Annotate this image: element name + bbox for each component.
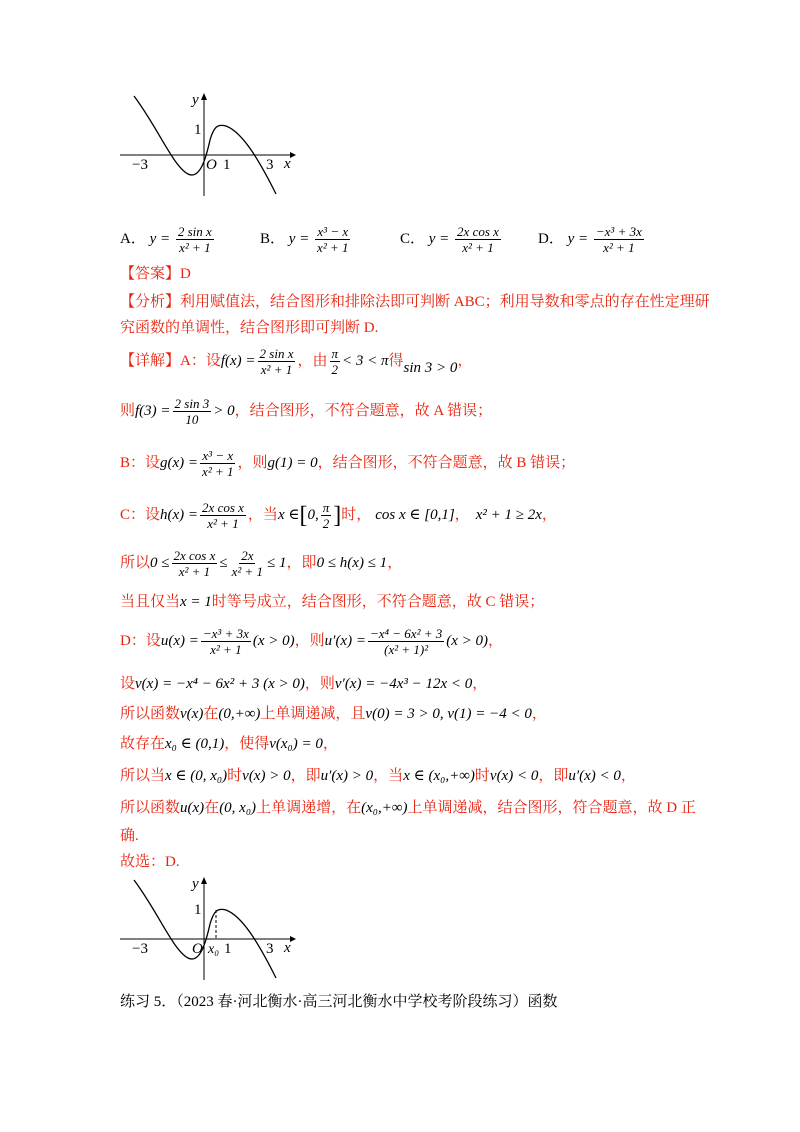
y-axis-arrow — [201, 93, 207, 100]
origin-label: O — [206, 157, 217, 173]
detail-c-line-2: 所以0 ≤ $\frac{\text{2x cos x}}{\text{x² + 1}}$ ≤ $\frac{2x}{\text{x² + 1}}$ ≤ 1，即0 ≤ h(x) ≤ 1， — [120, 548, 403, 579]
x-axis-arrow — [290, 936, 296, 942]
option-b-fraction: $\frac{\text{x³ − x}}{\text{x² + 1}}$ — [317, 224, 349, 255]
tick-y1: 1 — [194, 122, 202, 138]
curve — [134, 880, 276, 978]
final-answer: 故选：D. — [120, 854, 180, 870]
option-c-fraction: $\frac{\text{2x cos x}}{\text{x² + 1}}$ — [457, 224, 499, 255]
x-axis-arrow — [290, 152, 296, 158]
answer: 【答案】D — [120, 266, 191, 282]
tick-1: 1 — [223, 157, 231, 173]
tick-y1: 1 — [194, 902, 202, 918]
detail-d-line-4: 故存在x₀ ∈ (0,1)，使得v(x₀) = 0， — [120, 736, 338, 752]
detail-a-line-2: 则f(3) = $\frac{2 \sin 3}{10}$ > 0，结合图形，不符合题意，故 A 错误； — [120, 396, 493, 427]
detail-c-line-1: C：设h(x) = $\frac{\text{2x cos x}}{\text{x² + 1}}$ ，当x ∈[0, $\frac{\pi}{2}$ ]时， cos x ∈ [0,1]， x² + 1 ≥ 2x， — [120, 500, 557, 531]
detail-d-line-5: 所以当x ∈ (0, x₀)时v(x) > 0，即u′(x) > 0，当x ∈ (x₀,+∞)时v(x) < 0，即u′(x) < 0， — [120, 768, 636, 784]
option-d-fraction: $\frac{\text{−x³ + 3x}}{\text{x² + 1}}$ — [595, 224, 642, 255]
detail-d-line-7: 确. — [120, 828, 139, 844]
option-c[interactable]: C． y = $\frac{\text{2x cos x}}{\text{x² + 1}}$ — [400, 224, 499, 255]
function-graph-2 — [118, 872, 298, 982]
option-d[interactable]: D． y = $\frac{\text{−x³ + 3x}}{\text{x² + 1}}$ — [538, 224, 642, 255]
tick-neg3: −3 — [132, 941, 148, 957]
tick-neg3: −3 — [132, 157, 148, 173]
curve — [134, 96, 276, 194]
detail-a-line-1: 【详解】A：设f(x) = $\frac{\text{2 sin x}}{\text{x² + 1}}$ ，由 $\frac{\pi}{2}$ < 3 < π得sin 3 > 0， — [120, 346, 473, 377]
option-b[interactable]: B． y = $\frac{\text{x³ − x}}{\text{x² + 1}}$ — [260, 224, 349, 255]
detail-b-line: B：设g(x) = $\frac{\text{x³ − x}}{\text{x² + 1}}$ ，则g(1) = 0，结合图形，不符合题意，故 B 错误； — [120, 448, 576, 479]
exercise-line: 练习 5．（2023 春·河北衡水·高三河北衡水中学校考阶段练习）函数 — [120, 994, 558, 1010]
detail-d-line-6: 所以函数u(x)在(0, x₀)上单调递增，在(x₀,+∞)上单调递减，结合图形，符合题意，故 D 正 — [120, 800, 696, 816]
tick-3: 3 — [266, 941, 274, 957]
y-axis-arrow — [201, 877, 207, 884]
detail-d-line-1: D：设u(x) = $\frac{\text{−x³ + 3x}}{\text{x² + 1}}$ (x > 0)，则u′(x) = $\frac{\text{−x⁴ − 6x² + 3}}{\text{(x² + 1)²}}$ (x > 0)， — [120, 626, 504, 657]
detail-d-line-3: 所以函数v(x)在(0,+∞)上单调递减，且v(0) = 3 > 0, v(1) = −4 < 0， — [120, 706, 547, 722]
analysis-line-1: 【分析】利用赋值法，结合图形和排除法即可判断 ABC；利用导数和零点的存在性定理研 — [120, 294, 710, 310]
x-axis-label: x — [284, 156, 291, 172]
x-axis-label: x — [284, 940, 291, 956]
detail-d-line-2: 设v(x) = −x⁴ − 6x² + 3 (x > 0)，则v′(x) = −4x³ − 12x < 0， — [120, 676, 488, 692]
detail-c-line-3: 当且仅当x = 1时等号成立，结合图形，不符合题意，故 C 错误； — [120, 594, 545, 610]
y-axis-label: y — [192, 876, 199, 892]
tick-3: 3 — [266, 157, 274, 173]
y-axis-label: y — [192, 92, 199, 108]
tick-1: 1 — [224, 941, 232, 957]
origin-label: O — [192, 941, 203, 957]
option-a[interactable]: A． y = $\frac{\text{2 sin x}}{\text{x² + 1}}$ — [120, 224, 212, 255]
x0-label: x₀ — [208, 942, 220, 957]
option-a-fraction: $\frac{\text{2 sin x}}{\text{x² + 1}}$ — [177, 224, 212, 255]
analysis-line-2: 究函数的单调性，结合图形即可判断 D. — [120, 320, 379, 336]
function-graph-1 — [118, 88, 298, 198]
